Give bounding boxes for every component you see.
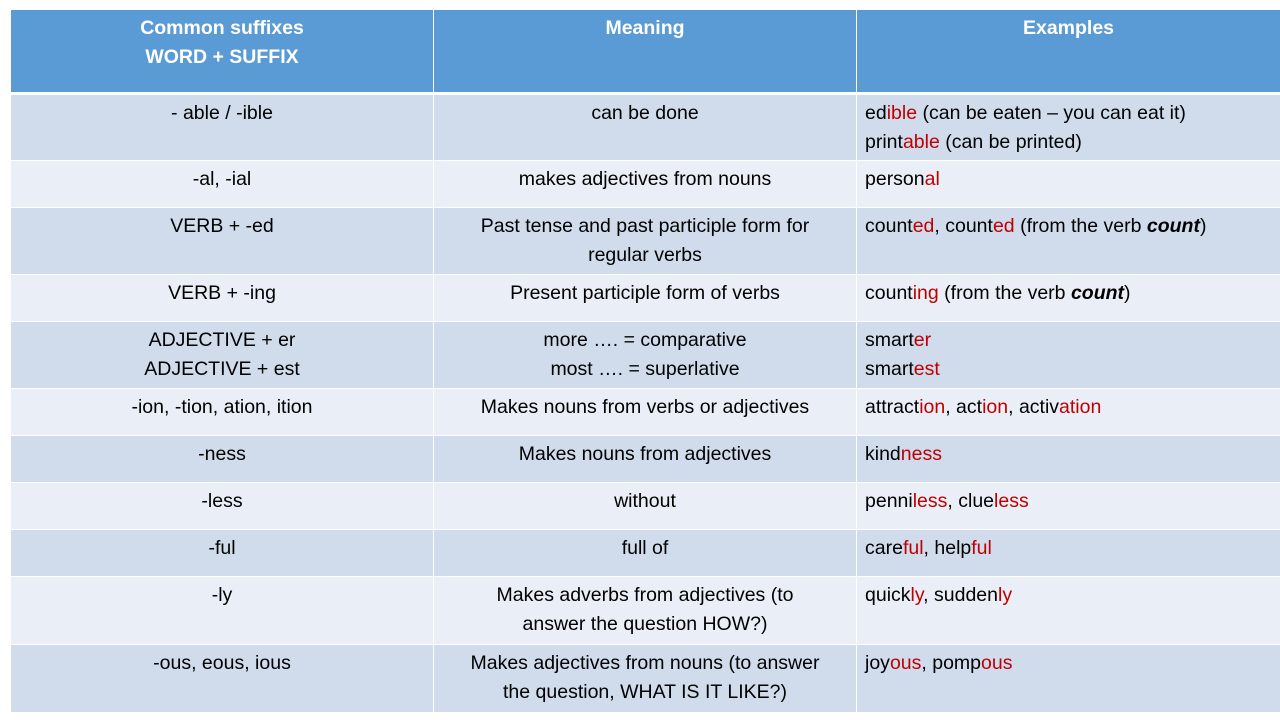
header-examples-label: Examples: [1022, 17, 1115, 39]
meaning-cell: [434, 577, 857, 645]
meaning-text: full of: [621, 537, 669, 559]
suffix-table: [10, 9, 1280, 713]
suffix-cell: [11, 483, 434, 530]
examples-cell: [857, 161, 1280, 208]
suffix-highlight: ion: [982, 396, 1009, 418]
suffix-cell: [11, 389, 434, 436]
example-text: attract: [865, 396, 920, 418]
suffix-highlight: al: [924, 168, 940, 190]
suffix-text: -ous, eous, ious: [153, 652, 291, 674]
meaning-text: Past tense and past participle form for: [480, 215, 810, 237]
table-row: [11, 161, 1280, 208]
suffix-highlight: ation: [1059, 396, 1102, 418]
suffix-cell: [11, 530, 434, 577]
table-row: [11, 645, 1280, 713]
examples-cell: [857, 530, 1280, 577]
meaning-cell: [434, 645, 857, 713]
example-text: count: [865, 282, 913, 304]
example-text: smart: [865, 329, 914, 351]
table-row: [11, 577, 1280, 645]
suffix-text: VERB + -ed: [170, 215, 274, 237]
meaning-text: makes adjectives from nouns: [518, 168, 772, 190]
meaning-text: Makes nouns from adjectives: [518, 443, 772, 465]
example-text: , pomp: [921, 652, 982, 674]
example-text: (from the verb: [938, 282, 1071, 304]
example-text: , help: [923, 537, 972, 559]
suffix-highlight: less: [994, 490, 1029, 512]
meaning-text: regular verbs: [588, 244, 702, 266]
table-row: [11, 436, 1280, 483]
example-verb: count: [1146, 215, 1200, 237]
example-text: person: [865, 168, 925, 190]
examples-cell: [857, 436, 1280, 483]
suffix-highlight: er: [913, 329, 932, 351]
suffix-highlight: ed: [992, 215, 1015, 237]
suffix-highlight: ing: [912, 282, 939, 304]
suffix-highlight: ful: [971, 537, 992, 559]
example-line: [865, 165, 1272, 194]
suffix-highlight: ful: [902, 537, 924, 559]
suffix-highlight: est: [913, 358, 940, 380]
suffix-cell: [11, 322, 434, 389]
suffix-highlight: ness: [900, 443, 942, 465]
meaning-text: most …. = superlative: [550, 358, 740, 380]
example-verb: count: [1070, 282, 1125, 304]
meaning-text: Makes nouns from verbs or adjectives: [480, 396, 810, 418]
suffix-highlight: ly: [910, 584, 924, 606]
suffix-text: -ness: [198, 443, 246, 465]
suffix-text: - able / -ible: [171, 102, 273, 124]
suffix-cell: [11, 94, 434, 161]
example-text: count: [865, 215, 913, 237]
examples-cell: [857, 645, 1280, 713]
example-text: ed: [865, 102, 887, 124]
example-text: , activ: [1008, 396, 1060, 418]
meaning-cell: [434, 389, 857, 436]
meaning-text: more …. = comparative: [543, 329, 747, 351]
examples-cell: [857, 208, 1280, 275]
example-text: joy: [865, 652, 890, 674]
example-text: , sudden: [923, 584, 998, 606]
header-row: [11, 10, 1280, 94]
example-line: [865, 487, 1272, 516]
example-line: [865, 355, 1272, 384]
example-line: [865, 212, 1272, 241]
examples-cell: [857, 275, 1280, 322]
example-text: , act: [945, 396, 983, 418]
example-line: [865, 440, 1272, 469]
example-text: smart: [865, 358, 914, 380]
example-text: (can be eaten – you can eat it): [917, 102, 1186, 124]
example-line: [865, 393, 1272, 422]
example-line: [865, 99, 1272, 128]
suffix-text: -ly: [211, 584, 233, 606]
suffix-highlight: ion: [919, 396, 946, 418]
suffix-highlight: ed: [912, 215, 935, 237]
meaning-text: Makes adjectives from nouns (to answer: [470, 652, 820, 674]
meaning-text: the question, WHAT IS IT LIKE?): [503, 681, 787, 703]
suffix-cell: [11, 577, 434, 645]
meaning-cell: [434, 483, 857, 530]
example-text: , count: [934, 215, 993, 237]
meaning-cell: [434, 322, 857, 389]
example-line: [865, 279, 1272, 308]
suffix-highlight: ous: [981, 652, 1013, 674]
examples-cell: [857, 389, 1280, 436]
meaning-text: without: [614, 490, 676, 512]
header-meaning-label: Meaning: [605, 17, 685, 39]
example-text: penni: [865, 490, 913, 512]
examples-cell: [857, 322, 1280, 389]
suffix-text: ADJECTIVE + er: [148, 329, 296, 351]
suffix-cell: [11, 208, 434, 275]
examples-cell: [857, 483, 1280, 530]
header-meaning: [434, 10, 857, 94]
suffix-cell: [11, 645, 434, 713]
example-line: [865, 128, 1272, 157]
header-subtitle: WORD + SUFFIX: [145, 46, 299, 68]
suffix-highlight: ible: [886, 102, 918, 124]
suffix-cell: [11, 161, 434, 208]
table-row: [11, 389, 1280, 436]
meaning-cell: [434, 208, 857, 275]
meaning-cell: [434, 436, 857, 483]
table-header: [11, 10, 1280, 94]
meaning-text: Makes adverbs from adjectives (to: [496, 584, 794, 606]
example-text: , clue: [947, 490, 995, 512]
header-common-suffixes: [11, 10, 434, 94]
suffix-text: -ful: [208, 537, 236, 559]
meaning-text: Present participle form of verbs: [510, 282, 780, 304]
suffix-text: -al, -ial: [192, 168, 252, 190]
example-text: (can be printed): [939, 131, 1082, 153]
table-row: [11, 530, 1280, 577]
example-text: care: [865, 537, 903, 559]
table-row: [11, 94, 1280, 161]
examples-cell: [857, 94, 1280, 161]
header-examples: [857, 10, 1280, 94]
meaning-cell: [434, 161, 857, 208]
suffix-text: -ion, -tion, ation, ition: [131, 396, 313, 418]
example-line: [865, 581, 1272, 610]
suffix-cell: [11, 275, 434, 322]
suffix-cell: [11, 436, 434, 483]
suffix-text: -less: [201, 490, 243, 512]
suffix-text: VERB + -ing: [168, 282, 276, 304]
examples-cell: [857, 577, 1280, 645]
example-text: print: [865, 131, 903, 153]
table-row: [11, 208, 1280, 275]
example-text: quick: [865, 584, 911, 606]
suffix-highlight: able: [902, 131, 940, 153]
example-text: ): [1124, 282, 1131, 304]
example-line: [865, 326, 1272, 355]
meaning-text: answer the question HOW?): [522, 613, 768, 635]
example-text: kind: [865, 443, 901, 465]
example-line: [865, 649, 1272, 678]
table-row: [11, 483, 1280, 530]
suffix-highlight: less: [912, 490, 948, 512]
example-line: [865, 534, 1272, 563]
table-body: [11, 94, 1280, 713]
meaning-cell: [434, 275, 857, 322]
meaning-cell: [434, 94, 857, 161]
meaning-cell: [434, 530, 857, 577]
suffix-text: ADJECTIVE + est: [144, 358, 300, 380]
example-text: (from the verb: [1014, 215, 1147, 237]
header-title: Common suffixes: [140, 17, 304, 39]
table-row: [11, 275, 1280, 322]
suffix-highlight: ly: [997, 584, 1013, 606]
suffix-highlight: ous: [889, 652, 922, 674]
table-row: [11, 322, 1280, 389]
meaning-text: can be done: [591, 102, 699, 124]
example-text: ): [1199, 215, 1207, 237]
